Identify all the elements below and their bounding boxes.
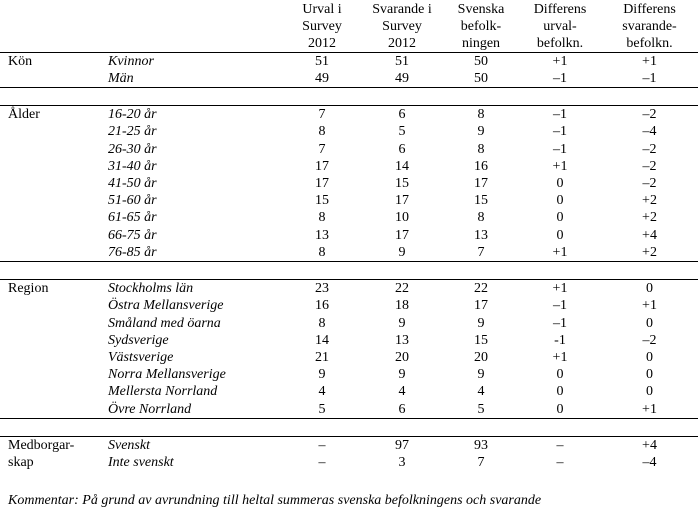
spacer-cell (0, 87, 698, 105)
cell-svarande: 22 (361, 280, 443, 298)
table-row (0, 141, 698, 158)
cell-diff-svarande: –1 (601, 70, 698, 88)
cell-diff-svarande: +4 (601, 436, 698, 454)
cell-diff-svarande: 0 (646, 349, 653, 365)
cell-diff-svarande: –2 (642, 332, 657, 348)
cell-urval: 7 (318, 141, 326, 157)
header-diff-svarande-l1: Differens (623, 1, 676, 17)
section-label (0, 244, 108, 262)
header-diff-svarande (601, 0, 698, 52)
row-category: Norra Mellansverige (108, 367, 226, 383)
cell-urval: 9 (318, 367, 326, 383)
cell-diff-svarande: +2 (642, 210, 657, 226)
cell-svarande: 6 (361, 106, 443, 124)
header-diff-urval-l1: Differens (533, 1, 587, 17)
cell-diff-urval: – (519, 436, 601, 454)
cell-diff-urval: 0 (556, 227, 564, 243)
cell-diff-svarande: –2 (642, 141, 657, 157)
section-label (0, 383, 108, 400)
section-label (0, 141, 108, 158)
cell-urval: 16 (315, 298, 329, 314)
row-category: Västsverige (108, 349, 174, 365)
table-row (0, 297, 698, 314)
cell-svarande: 6 (398, 141, 406, 157)
header-svarande (361, 0, 443, 52)
cell-svenska: 9 (477, 367, 485, 383)
header-diff-urval-l2: urval- (543, 18, 577, 34)
cell-svenska: 8 (477, 210, 485, 226)
cell-svarande: 18 (395, 298, 409, 314)
header-svenska-l3: ningen (461, 35, 501, 51)
table-row (0, 315, 698, 332)
cell-svenska: 8 (443, 106, 519, 124)
cell-urval: 21 (315, 349, 329, 365)
cell-svarande: 14 (395, 158, 409, 174)
table-body (0, 52, 698, 471)
cell-svarande: 17 (395, 227, 409, 243)
header-svenska-l1: Svenska (457, 1, 505, 17)
row-category: 21-25 år (108, 124, 157, 140)
cell-svenska: 16 (474, 158, 488, 174)
section-label (0, 227, 108, 244)
row-category: 66-75 år (108, 227, 157, 243)
cell-diff-svarande: +2 (642, 193, 657, 209)
cell-svenska: 15 (474, 332, 488, 348)
table-row (0, 175, 698, 192)
table-row (0, 383, 698, 400)
table-row (0, 244, 698, 262)
cell-diff-urval: 0 (556, 210, 564, 226)
row-category: Östra Mellansverige (108, 298, 224, 314)
cell-urval: 4 (318, 384, 326, 400)
cell-urval: 8 (283, 244, 361, 262)
cell-diff-svarande: –4 (642, 124, 657, 140)
table-row (0, 436, 698, 454)
table-row (0, 366, 698, 383)
cell-svarande: 5 (398, 124, 406, 140)
section-label (0, 209, 108, 226)
cell-diff-urval: –1 (519, 70, 601, 88)
header-diff-svarande-l2: svarande- (622, 18, 677, 34)
table-row (0, 106, 698, 124)
cell-diff-urval: -1 (554, 332, 566, 348)
section-label: Region (0, 280, 108, 298)
cell-diff-urval: 0 (556, 367, 564, 383)
table-row (0, 192, 698, 209)
cell-diff-svarande: –2 (642, 158, 657, 174)
cell-urval: 13 (315, 227, 329, 243)
header-diff-urval (519, 0, 601, 52)
header-diff-svarande-l3: befolkn. (626, 35, 673, 51)
row-category: Kvinnor (108, 53, 154, 69)
section-label (0, 70, 108, 88)
table-row (0, 70, 698, 88)
section-label (0, 332, 108, 349)
section-label (0, 366, 108, 383)
cell-diff-urval: +1 (519, 280, 601, 298)
cell-urval: 8 (318, 124, 326, 140)
header-svarande-l2: Survey (382, 18, 422, 34)
section-spacer (0, 87, 698, 105)
cell-diff-svarande: +1 (642, 298, 657, 314)
row-category: 26-30 år (108, 141, 157, 157)
row-category: 31-40 år (108, 158, 157, 174)
row-category: Stockholms län (108, 280, 283, 298)
cell-diff-svarande: 0 (646, 367, 653, 383)
cell-diff-svarande: –4 (642, 455, 657, 471)
cell-svenska: 15 (474, 193, 488, 209)
cell-urval: 23 (283, 280, 361, 298)
table-row (0, 401, 698, 419)
cell-svenska: 50 (474, 53, 488, 69)
section-label: Kön (8, 53, 33, 69)
cell-svenska: 7 (443, 244, 519, 262)
section-label-line: skap (8, 454, 34, 470)
cell-svarande: 9 (361, 244, 443, 262)
cell-diff-urval: –1 (553, 298, 567, 314)
cell-urval: 51 (315, 53, 329, 69)
spacer-cell (0, 418, 698, 436)
row-category: Småland med öarna (108, 315, 221, 331)
cell-svenska: 4 (477, 384, 485, 400)
cell-diff-urval: +1 (552, 53, 568, 69)
section-label (0, 349, 108, 366)
row-category: 76-85 år (108, 244, 283, 262)
table-row (0, 52, 698, 70)
cell-diff-svarande: +4 (642, 227, 657, 243)
cell-svenska: 7 (477, 455, 485, 471)
section-label-line: Medborgar- (8, 437, 75, 453)
cell-urval: 5 (283, 401, 361, 419)
cell-svarande: 9 (398, 367, 406, 383)
section-spacer (0, 418, 698, 436)
table-row (0, 123, 698, 140)
cell-urval: 7 (283, 106, 361, 124)
cell-svenska: 20 (474, 349, 488, 365)
cell-svarande: 97 (361, 436, 443, 454)
cell-diff-svarande: +2 (601, 244, 698, 262)
row-category: Män (108, 70, 283, 88)
cell-svenska: 13 (474, 227, 488, 243)
table-row (0, 332, 698, 349)
cell-svenska: 17 (474, 175, 488, 191)
cell-svarande: 17 (395, 193, 409, 209)
header-urval-l1: Urval i (302, 1, 342, 17)
cell-svenska: 5 (443, 401, 519, 419)
cell-diff-urval: 0 (556, 384, 564, 400)
header-svenska-l2: befolk- (460, 18, 502, 34)
cell-svenska: 8 (477, 141, 485, 157)
header-urval-l3: 2012 (308, 35, 336, 51)
cell-diff-svarande: 0 (601, 280, 698, 298)
cell-svarande: 49 (361, 70, 443, 88)
header-urval (283, 0, 361, 52)
header-svarande-l3: 2012 (388, 35, 416, 51)
cell-diff-urval: 0 (556, 175, 564, 191)
cell-svenska: 22 (443, 280, 519, 298)
row-category: Övre Norrland (108, 401, 283, 419)
header-diff-urval-l3: befolkn. (536, 35, 584, 51)
cell-urval: 17 (315, 158, 329, 174)
cell-diff-svarande: +1 (601, 401, 698, 419)
cell-svenska: 93 (443, 436, 519, 454)
cell-urval: 8 (318, 210, 326, 226)
cell-svarande: 20 (395, 349, 409, 365)
cell-svenska: 9 (477, 315, 485, 331)
cell-diff-svarande: –2 (601, 106, 698, 124)
cell-diff-svarande: +1 (642, 53, 657, 69)
header-empty-sub (108, 0, 283, 52)
cell-diff-urval: 0 (519, 401, 601, 419)
row-category: Sydsverige (108, 332, 169, 348)
cell-diff-urval: – (556, 455, 564, 471)
cell-urval: 49 (283, 70, 361, 88)
section-label (0, 192, 108, 209)
cell-diff-urval: +1 (519, 244, 601, 262)
cell-svenska: 50 (443, 70, 519, 88)
cell-urval: 14 (315, 332, 329, 348)
cell-svarande: 9 (398, 315, 406, 331)
row-category: Mellersta Norrland (108, 384, 218, 400)
cell-diff-urval: –1 (553, 315, 567, 331)
cell-svenska: 9 (477, 124, 485, 140)
cell-svarande: 10 (395, 210, 409, 226)
row-category: Svenskt (108, 436, 283, 454)
cell-urval: 17 (315, 175, 329, 191)
cell-svenska: 17 (474, 298, 488, 314)
header-urval-l2: Survey (302, 18, 342, 34)
cell-diff-urval: 0 (556, 193, 564, 209)
cell-svarande: 6 (361, 401, 443, 419)
section-label (0, 436, 108, 471)
cell-diff-urval: +1 (552, 158, 568, 174)
header-row (0, 0, 698, 52)
cell-diff-urval: +1 (552, 349, 568, 365)
section-label (0, 401, 108, 419)
section-label: Ålder (0, 106, 108, 124)
row-category: 51-60 år (108, 193, 157, 209)
cell-urval: 15 (315, 193, 329, 209)
table-row (0, 209, 698, 226)
section-label (0, 175, 108, 192)
header-svarande-l1: Svarande i (372, 1, 432, 17)
cell-diff-svarande: 0 (646, 384, 653, 400)
header-empty-label (0, 0, 108, 52)
spacer-cell (0, 261, 698, 279)
section-label (0, 297, 108, 314)
cell-svarande: 4 (398, 384, 406, 400)
cell-svarande: 15 (395, 175, 409, 191)
row-category: Inte svenskt (108, 455, 174, 471)
cell-urval: – (318, 455, 326, 471)
table-comment: Kommentar: På grund av avrundning till heltal summeras svenska befolkningens och svarande (8, 493, 542, 508)
header-svenska (443, 0, 519, 52)
cell-svarande: 3 (398, 455, 406, 471)
row-category: 61-65 år (108, 210, 157, 226)
cell-svarande: 13 (395, 332, 409, 348)
cell-diff-svarande: 0 (646, 315, 653, 331)
cell-diff-urval: –1 (553, 141, 567, 157)
section-spacer (0, 261, 698, 279)
cell-diff-svarande: –2 (642, 175, 657, 191)
cell-urval: – (283, 436, 361, 454)
table-row (0, 349, 698, 366)
table-row (0, 280, 698, 298)
cell-diff-urval: –1 (553, 124, 567, 140)
section-label (0, 315, 108, 332)
section-label (0, 158, 108, 175)
cell-urval: 8 (318, 315, 326, 331)
row-category: 16-20 år (108, 106, 283, 124)
table-row (0, 227, 698, 244)
cell-diff-urval: –1 (519, 106, 601, 124)
table-row (0, 158, 698, 175)
section-label (0, 123, 108, 140)
row-category: 41-50 år (108, 175, 157, 191)
cell-svarande: 51 (395, 53, 409, 69)
